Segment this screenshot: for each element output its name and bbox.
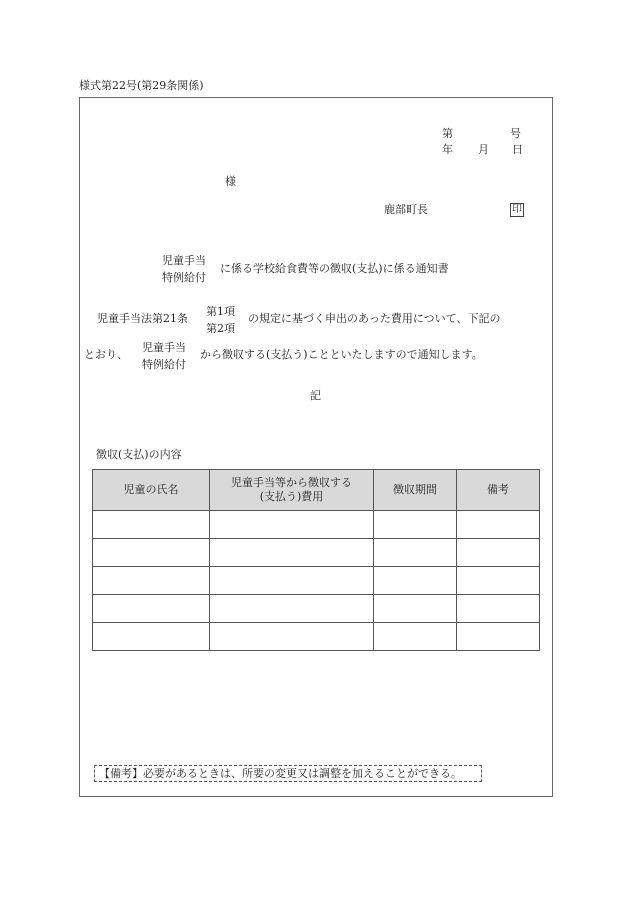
form-frame: [79, 97, 553, 797]
ki-heading: 記: [310, 389, 321, 402]
title-choice: [162, 252, 206, 286]
clause-option-2: 第2項: [206, 322, 235, 335]
table-row: [93, 595, 540, 623]
cell-cost: [210, 595, 374, 623]
cell-remarks: [457, 511, 540, 539]
section-title: 徴収(支払)の内容: [96, 448, 182, 461]
cell-cost: [210, 511, 374, 539]
cell-child-name: [93, 567, 210, 595]
cell-cost: [210, 567, 374, 595]
benefit-option-child-allowance: 児童手当: [142, 341, 186, 354]
date-day: 日: [512, 143, 523, 156]
benefit-choice: [142, 339, 186, 373]
cell-period: [374, 511, 457, 539]
benefit-option-special-benefit: 特例給付: [142, 358, 186, 371]
date-year: 年: [442, 143, 453, 156]
cell-remarks: [457, 623, 540, 651]
table-header-row: [93, 470, 540, 511]
col-header-cost-line1: 児童手当等から徴収する: [231, 476, 352, 489]
body-line1-end: の規定に基づく申出のあった費用について、下記の: [248, 312, 501, 325]
cell-period: [374, 595, 457, 623]
col-header-child-name: 児童の氏名: [93, 470, 210, 511]
cell-period: [374, 567, 457, 595]
cell-remarks: [457, 539, 540, 567]
table-row: [93, 623, 540, 651]
cell-period: [374, 539, 457, 567]
body-line2-end: から徴収する(支払う)ことといたしますので通知します。: [200, 348, 483, 361]
form-label: 様式第22号(第29条関係): [79, 79, 204, 92]
number-go: 号: [510, 127, 521, 140]
body-line2-start: とおり、: [84, 348, 128, 361]
cell-child-name: [93, 595, 210, 623]
table-row: [93, 511, 540, 539]
document-title: に係る学校給食費等の徴収(支払)に係る通知書: [220, 262, 449, 275]
issuer-name: 鹿部町長: [384, 203, 428, 216]
title-option-special-benefit: 特例給付: [162, 271, 206, 284]
addressee-sama: 様: [225, 175, 236, 188]
cell-remarks: [457, 595, 540, 623]
cell-period: [374, 623, 457, 651]
clause-choice: [206, 303, 235, 337]
col-header-period: 徴収期間: [374, 470, 457, 511]
remarks-note: 【備考】必要があるときは、所要の変更又は調整を加えることができる。: [94, 765, 482, 782]
col-header-cost: [210, 470, 374, 511]
seal-mark: 印: [512, 204, 522, 215]
col-header-cost-line2: (支払う)費用: [259, 490, 324, 503]
clause-option-1: 第1項: [206, 305, 235, 318]
cell-child-name: [93, 511, 210, 539]
table-row: [93, 539, 540, 567]
collection-table: [92, 469, 540, 651]
cell-child-name: [93, 539, 210, 567]
cell-cost: [210, 539, 374, 567]
cell-cost: [210, 623, 374, 651]
body-line1-start: 児童手当法第21条: [97, 312, 188, 325]
date-month: 月: [478, 143, 489, 156]
number-dai: 第: [442, 127, 453, 140]
table-row: [93, 567, 540, 595]
cell-child-name: [93, 623, 210, 651]
cell-remarks: [457, 567, 540, 595]
col-header-remarks: 備考: [457, 470, 540, 511]
title-option-child-allowance: 児童手当: [162, 254, 206, 267]
